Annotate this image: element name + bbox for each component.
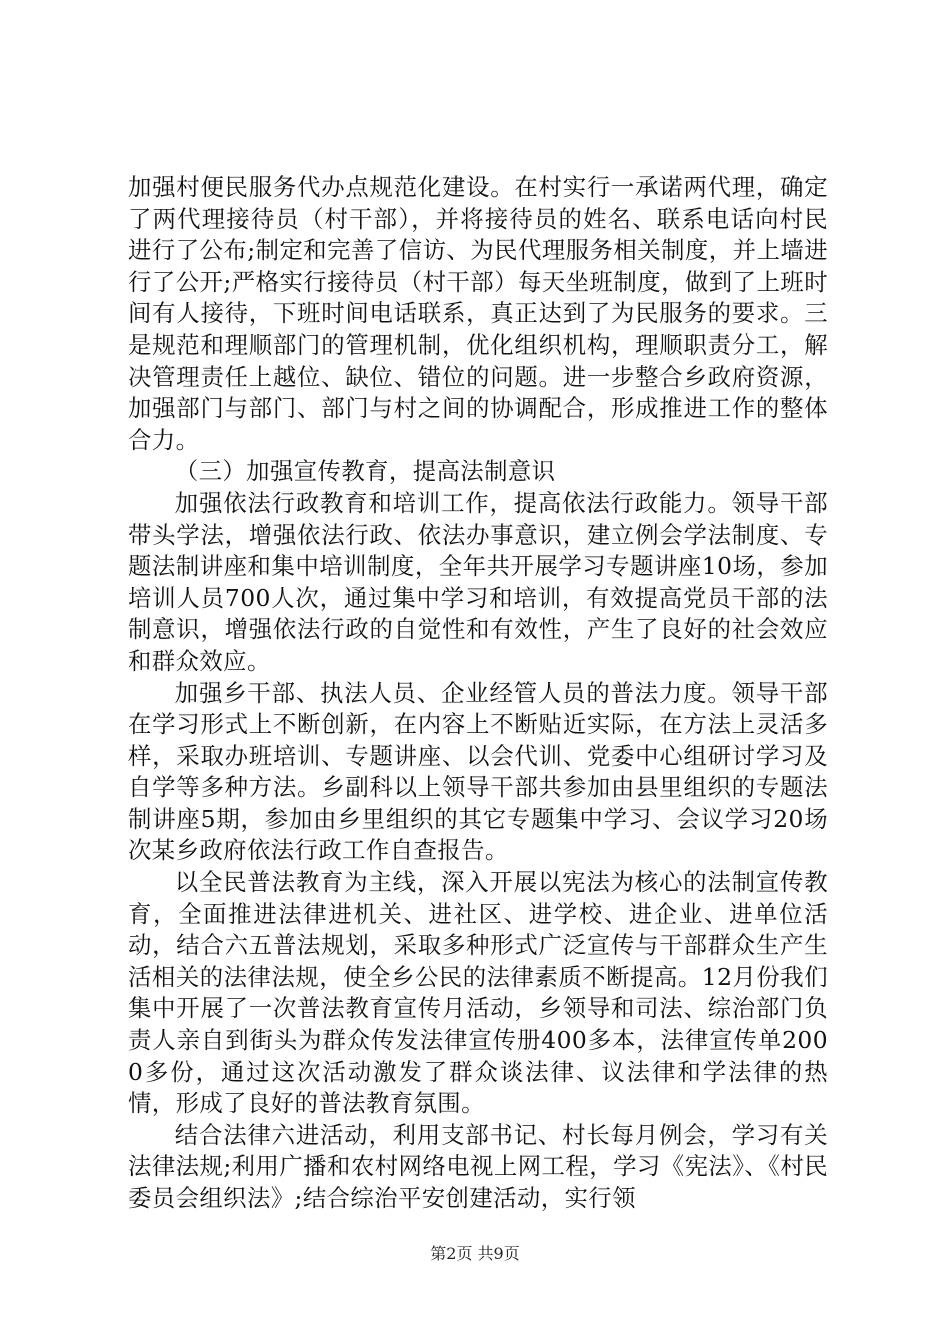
paragraph-six-entries-activity: 结合法律六进活动，利用支部书记、村长每月例会，学习有关法律法规;利用广播和农村网络电视上网工程，学习《宪法》、《村民委员会组织法》;结合综治平安创建活动，实行领 <box>128 1120 828 1212</box>
paragraph-administrative-training: 加强依法行政教育和培训工作，提高依法行政能力。领导干部带头学法，增强依法行政、依法办事意识，建立例会学法制度、专题法制讲座和集中培训制度，全年共开展学习专题讲座10场，参加培训人员700人次，通过集中学习和培训，有效提高党员干部的法制意识，增强依法行政的自觉性和有效性，产生了良好的社会效应和群众效应。 <box>128 488 828 675</box>
paragraph-public-legal-education: 以全民普法教育为主线，深入开展以宪法为核心的法制宣传教育，全面推进法律进机关、进社区、进学校、进企业、进单位活动，结合六五普法规划，采取多种形式广泛宣传与干部群众生产生活相关的法律法规，使全乡公民的法律素质不断提高。12月份我们集中开展了一次普法教育宣传月活动，乡领导和司法、综治部门负责人亲自到街头为群众传发法律宣传册400多本，法律宣传单2000多份，通过这次活动激发了群众谈法律、议法律和学法律的热情，形成了良好的普法教育氛围。 <box>128 868 828 1118</box>
page-number-footer: 第2页 共9页 <box>430 1244 520 1263</box>
paragraph-service-points: 加强村便民服务代办点规范化建设。在村实行一承诺两代理，确定了两代理接待员（村干部），并将接待员的姓名、联系电话向村民进行了公布;制定和完善了信访、为民代理服务相关制度，并上墙进行了公开;严格实行接待员（村干部）每天坐班制度，做到了上班时间有人接待，下班时间电话联系，真正达到了为民服务的要求。三是规范和理顺部门的管理机制，优化组织机构，理顺职责分工，解决管理责任上越位、缺位、错位的问题。进一步整合乡政府资源，加强部门与部门、部门与村之间的协调配合，形成推进工作的整体合力。 <box>128 173 828 454</box>
document-body <box>128 172 828 1215</box>
paragraph-cadre-legal-education: 加强乡干部、执法人员、企业经管人员的普法力度。领导干部在学习形式上不断创新，在内容上不断贴近实际，在方法上灵活多样，采取办班培训、专题讲座、以会代训、党委中心组研讨学习及自学等多种方法。乡副科以上领导干部共参加由县里组织的专题法制讲座5期，参加由乡里组织的其它专题集中学习、会议学习20场次某乡政府依法行政工作自查报告。 <box>128 678 828 865</box>
section-heading-publicity-education: （三）加强宣传教育，提高法制意识 <box>174 457 556 486</box>
